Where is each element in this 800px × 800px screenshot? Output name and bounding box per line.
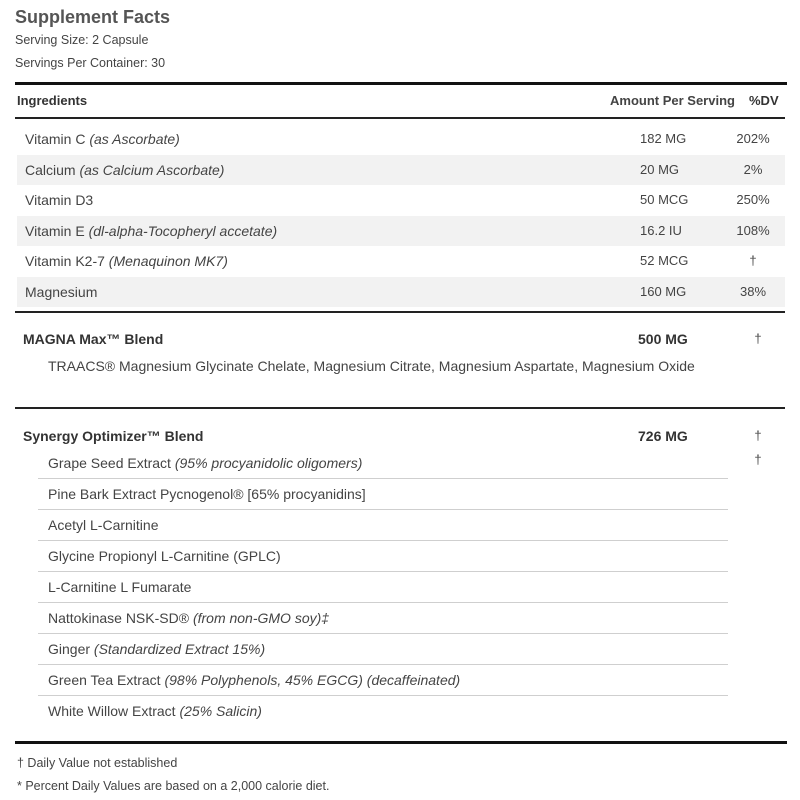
servings-per-container: Servings Per Container: 30 <box>15 56 166 70</box>
list-item: L-Carnitine L Fumarate <box>38 572 728 603</box>
nutrient-dv: † <box>749 253 757 268</box>
nutrient-amount: 182 MG <box>640 131 687 146</box>
nutrient-rows <box>17 124 785 307</box>
page-title: Supplement Facts <box>15 7 171 27</box>
top-thick-rule <box>15 82 787 85</box>
list-item: Grape Seed Extract (95% procyanidolic oligomers) <box>38 448 728 479</box>
header-rule <box>15 117 785 119</box>
nutrient-amount: 52 MCG <box>640 253 689 268</box>
nutrient-dv: 108% <box>736 222 770 238</box>
synergy-blend-dv-2: † <box>754 452 762 467</box>
table-row <box>17 155 785 186</box>
synergy-ingredient-list <box>38 448 728 727</box>
nutrient-dv: 38% <box>739 283 767 299</box>
nutrient-dv: 250% <box>736 192 770 207</box>
magna-blend-amount: 500 MG <box>638 331 688 347</box>
serving-size: Serving Size: 2 Capsule <box>15 33 149 47</box>
synergy-blend-title: Synergy Optimizer™ Blend <box>23 428 204 444</box>
table-row <box>17 124 785 155</box>
bottom-thick-rule <box>15 741 787 744</box>
table-row <box>17 216 785 247</box>
list-item: Ginger (Standardized Extract 15%) <box>38 634 728 665</box>
nutrient-dv: 2% <box>743 161 763 177</box>
table-row <box>17 185 785 216</box>
list-item: Glycine Propionyl L-Carnitine (GPLC) <box>38 541 728 572</box>
synergy-blend-amount: 726 MG <box>638 428 688 444</box>
nutrient-name: Vitamin K2-7 (Menaquinon MK7) <box>25 253 228 269</box>
magna-blend-title: MAGNA Max™ Blend <box>23 331 164 347</box>
nutrient-name: Magnesium <box>25 283 98 300</box>
nutrient-amount: 16.2 IU <box>640 222 682 238</box>
magna-bottom-rule <box>15 407 785 409</box>
nutrient-amount: 160 MG <box>640 283 687 299</box>
nutrient-amount: 20 MG <box>640 161 680 177</box>
column-header-ingredients: Ingredients <box>17 93 88 108</box>
synergy-blend-dv: † <box>754 428 762 443</box>
column-header-dv: %DV <box>749 93 779 108</box>
nutrient-name: Vitamin C (as Ascorbate) <box>25 131 180 147</box>
list-item: Green Tea Extract (98% Polyphenols, 45% EGCG) (decaffeinated) <box>38 665 728 696</box>
magna-blend-description: TRAACS® Magnesium Glycinate Chelate, Magnesium Citrate, Magnesium Aspartate, Magnesium Oxide <box>48 358 695 374</box>
nutrients-bottom-rule <box>15 311 785 313</box>
magna-blend-dv: † <box>754 331 762 346</box>
list-item: Acetyl L-Carnitine <box>38 510 728 541</box>
list-item: Nattokinase NSK-SD® (from non-GMO soy)‡ <box>38 603 728 634</box>
nutrient-dv: 202% <box>736 131 770 146</box>
footnote-dagger: † Daily Value not established <box>17 756 178 770</box>
nutrient-name: Vitamin D3 <box>25 192 94 208</box>
column-header-amount: Amount Per Serving <box>610 93 735 108</box>
table-row <box>17 246 785 277</box>
list-item: White Willow Extract (25% Salicin) <box>48 703 262 719</box>
table-row <box>17 277 785 308</box>
nutrient-name: Calcium (as Calcium Ascorbate) <box>25 161 225 178</box>
nutrient-amount: 50 MCG <box>640 192 689 207</box>
nutrient-name: Vitamin E (dl-alpha-Tocopheryl accetate) <box>25 222 278 239</box>
footnote-percent: * Percent Daily Values are based on a 2,000 calorie diet. <box>17 779 330 793</box>
list-item: Pine Bark Extract Pycnogenol® [65% procyanidins] <box>38 479 728 510</box>
